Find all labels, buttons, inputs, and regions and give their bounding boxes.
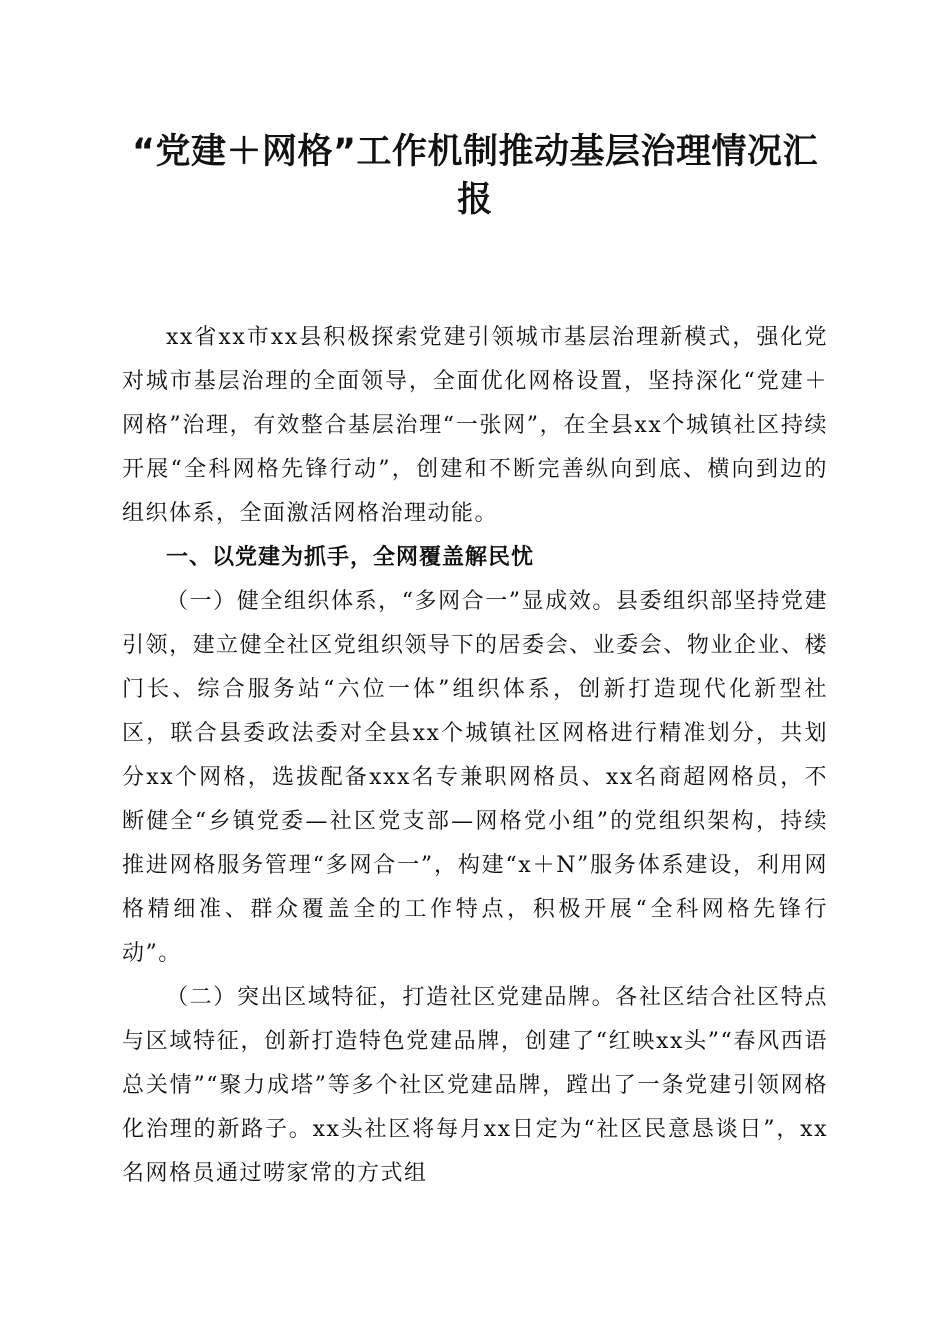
subsection-text-2: 各社区结合社区特点与区域特征，创新打造特色党建品牌，创建了“红映xx头”“春风西语总关情”“聚力成塔”等多个社区党建品牌，蹚出了一条党建引领网格化治理的新路子。xx头社区将每月xx日定为“社区民意恳谈日”，xx名网格员通过唠家常的方式组 <box>122 985 828 1186</box>
document-body <box>122 316 828 1196</box>
subsection-paragraph-1 <box>122 580 828 976</box>
subsection-paragraph-2 <box>122 976 828 1196</box>
section-heading-1: 一、以党建为抓手，全网覆盖解民忧 <box>166 545 535 570</box>
subsection-lead-2: （二）突出区域特征，打造社区党建品牌。 <box>166 985 616 1010</box>
subsection-text-1: 县委组织部坚持党建引领，建立健全社区党组织领导下的居委会、业委会、物业企业、楼门长、综合服务站“六位一体”组织体系，创新打造现代化新型社区，联合县委政法委对全县xx个城镇社区网格进行精准划分，共划分xx个网格，选拔配备xxx名专兼职网格员、xx名商超网格员，不断健全“乡镇党委—社区党支部—网格党小组”的党组织架构，持续推进网格服务管理“多网合一”，构建“x＋N”服务体系建设，利用网格精细准、群众覆盖全的工作特点，积极开展“全科网格先锋行动”。 <box>122 589 828 966</box>
subsection-lead-1: （一）健全组织体系，“多网合一”显成效。 <box>166 589 616 614</box>
document-page <box>122 128 828 1196</box>
intro-paragraph: xx省xx市xx县积极探索党建引领城市基层治理新模式，强化党对城市基层治理的全面领导，全面优化网格设置，坚持深化“党建＋网格”治理，有效整合基层治理“一张网”，在全县xx个城镇社区持续开展“全科网格先锋行动”，创建和不断完善纵向到底、横向到边的组织体系，全面激活网格治理动能。 <box>122 325 828 526</box>
document-title: “党建＋网格”工作机制推动基层治理情况汇报 <box>131 132 818 220</box>
